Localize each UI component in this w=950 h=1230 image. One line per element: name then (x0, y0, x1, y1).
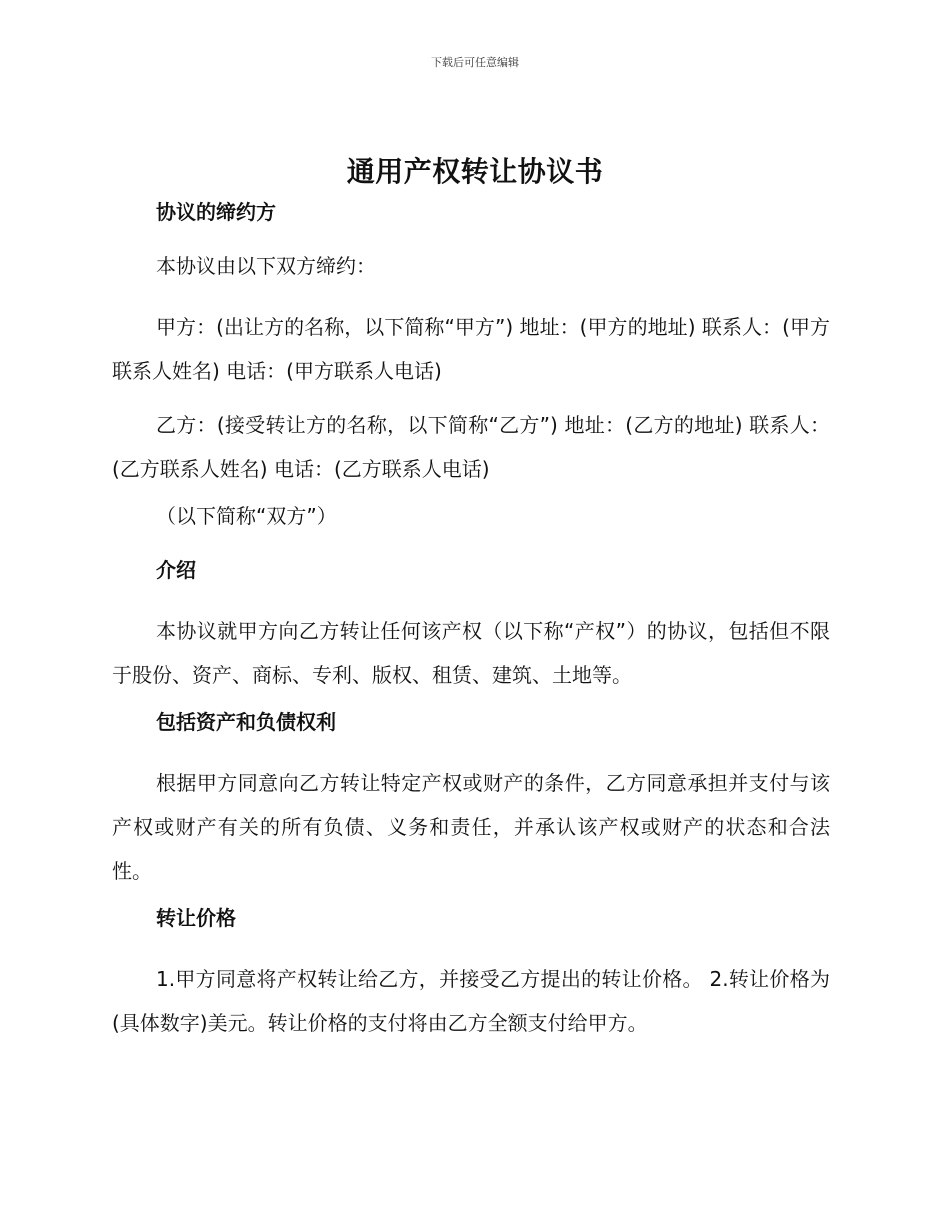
rights-paragraph: 根据甲方同意向乙方转让特定产权或财产的条件，乙方同意承担并支付与该产权或财产有关的所有负债、义务和责任，并承认该产权或财产的状态和合法性。 (112, 771, 830, 883)
document-title: 通用产权转让协议书 (346, 155, 604, 188)
both-parties-paragraph: （以下简称“双方”） (156, 504, 337, 528)
section-heading-introduction: 介绍 (156, 558, 196, 582)
header-note: 下载后可任意编辑 (431, 56, 519, 69)
parties-intro: 本协议由以下双方缔约： (156, 254, 376, 278)
document-body (112, 197, 830, 1055)
section-heading-rights: 包括资产和负债权利 (156, 710, 336, 734)
party-a-paragraph: 甲方：(出让方的名称，以下简称“甲方”) 地址：(甲方的地址) 联系人：(甲方联系人姓名) 电话：(甲方联系人电话) (112, 315, 830, 383)
introduction-paragraph: 本协议就甲方向乙方转让任何该产权（以下称“产权”）的协议，包括但不限于股份、资产、商标、专利、版权、租赁、建筑、土地等。 (112, 619, 830, 687)
price-paragraph: 1.甲方同意将产权转让给乙方，并接受乙方提出的转让价格。 2.转让价格为(具体数字)美元。转让价格的支付将由乙方全额支付给甲方。 (112, 967, 830, 1035)
section-heading-parties: 协议的缔约方 (156, 200, 276, 224)
party-b-paragraph: 乙方：(接受转让方的名称，以下简称“乙方”) 地址：(乙方的地址) 联系人：(乙方联系人姓名) 电话：(乙方联系人电话) (112, 413, 830, 481)
section-heading-price: 转让价格 (156, 906, 236, 930)
